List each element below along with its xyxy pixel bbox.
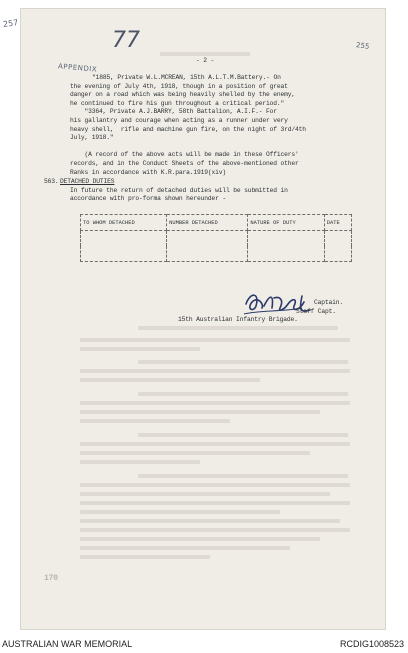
handwritten-appendix-number: 77 [112, 28, 140, 53]
table-header-cell: DATE [324, 215, 351, 231]
signature-text: Callay [240, 284, 244, 285]
handwritten-appendix-label: APPENDIX [57, 62, 98, 74]
table-row [81, 246, 352, 261]
handwritten-corner-number-left: 257 [2, 17, 19, 30]
body-line: July, 1918." [70, 134, 114, 142]
section-title: DETACHED DUTIES [60, 178, 115, 185]
table-cell [81, 231, 167, 246]
body-line: his gallantry and courage when acting as a runner under very [70, 117, 288, 124]
body-line: records, and in the Conduct Sheets of the above-mentioned other [70, 160, 299, 167]
handwritten-corner-number-right: 255 [355, 41, 370, 51]
section-text-line: In future the return of detached duties will be submitted in [70, 186, 288, 194]
table-header-cell: TO WHOM DETACHED [81, 215, 167, 231]
table-cell [324, 246, 351, 261]
section-text-line: accordance with pro-forma shown hereunder - [70, 195, 227, 203]
table-cell [167, 231, 248, 246]
body-line: heavy shell, rifle and machine gun fire, on the night of 3rd/4th [70, 125, 306, 133]
footer-institution: AUSTRALIAN WAR MEMORIAL [2, 639, 133, 649]
table-cell [167, 246, 248, 261]
table-header-cell: NATURE OF DUTY [248, 215, 324, 231]
section-number: 563. [44, 178, 59, 185]
document-page [2, 8, 386, 630]
body-line: "3364, Private A.J.BARRY, 58th Battalion, A.I.F.- For [70, 108, 277, 116]
body-line: (A record of the above acts will be made in these Officers' [70, 151, 299, 159]
bottom-stamp-number: 170 [44, 574, 58, 583]
body-line: danger on a road which was being heavily shelled by the enemy, [70, 91, 295, 99]
signature-unit: 15th Australian Infantry Brigade. [178, 316, 298, 324]
body-line: he continued to fire his gun throughout a critical period." [70, 99, 285, 107]
table-cell [324, 231, 351, 246]
body-line: the evening of July 4th, 1918, though in a position of great [70, 82, 288, 90]
signature-rank: Captain. [314, 299, 344, 306]
footer-record-id: RCDIG1008523 [339, 639, 404, 649]
body-line: "1885, Private W.L.MCREAN, 15th A.L.T.M.Battery.- On [92, 74, 281, 81]
page-marker: - 2 - [196, 57, 215, 64]
table-cell [248, 246, 324, 261]
detached-duties-table [80, 214, 352, 262]
body-line: Ranks in accordance with K.R.para.1919(xiv) [70, 168, 227, 176]
table-row [81, 231, 352, 246]
signature-role: Staff Capt. [296, 307, 336, 315]
bleed-through-strip [160, 52, 250, 56]
table-header-row [81, 215, 352, 231]
table-cell [248, 231, 324, 246]
table-header-cell: NUMBER DETACHED [167, 215, 248, 231]
table-cell [81, 246, 167, 261]
